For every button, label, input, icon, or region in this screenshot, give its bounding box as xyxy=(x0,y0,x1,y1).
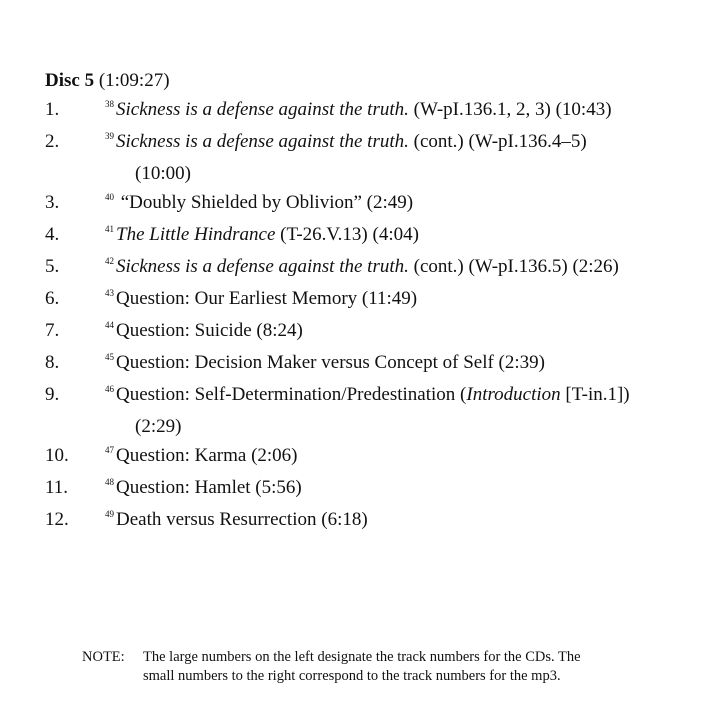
track-continuation: (2:29) xyxy=(135,416,182,437)
cd-track-number: 3. xyxy=(45,192,60,213)
track-continuation: (10:00) xyxy=(135,163,191,184)
mp3-track-number: 49 xyxy=(105,509,114,519)
track-row xyxy=(45,380,705,441)
track-italic-title: The Little Hindrance xyxy=(116,224,276,245)
track-text: (cont.) (W-pI.136.5) (2:26) xyxy=(408,256,619,277)
note-text xyxy=(143,648,581,686)
track-row xyxy=(45,284,705,316)
track-italic-title: Sickness is a defense against the truth. xyxy=(116,99,409,120)
track-title xyxy=(105,284,705,316)
track-title xyxy=(105,127,705,188)
track-title xyxy=(105,473,705,505)
mp3-track-number: 45 xyxy=(105,352,114,362)
track-title xyxy=(105,220,705,252)
cd-track-number: 2. xyxy=(45,131,60,152)
cd-track-number: 7. xyxy=(45,320,60,341)
track-row xyxy=(45,220,705,252)
track-text: Question: Karma (2:06) xyxy=(116,445,298,466)
track-text: Question: Suicide (8:24) xyxy=(116,320,303,341)
track-text: Death versus Resurrection (6:18) xyxy=(116,509,368,530)
track-italic-title: Sickness is a defense against the truth. xyxy=(116,256,409,277)
mp3-track-number: 39 xyxy=(105,131,114,141)
track-text: Question: Self-Determination/Predestination ( xyxy=(116,384,467,405)
mp3-track-number: 47 xyxy=(105,445,114,455)
track-row xyxy=(45,505,705,537)
cd-track-number: 10. xyxy=(45,445,69,466)
mp3-track-number: 40 xyxy=(105,192,114,202)
mp3-track-number: 46 xyxy=(105,384,114,394)
mp3-track-number: 41 xyxy=(105,224,114,234)
track-row xyxy=(45,188,705,220)
track-text: “Doubly Shielded by Oblivion” (2:49) xyxy=(120,192,414,213)
note xyxy=(82,648,682,686)
track-title xyxy=(105,316,705,348)
track-text: Question: Our Earliest Memory (11:49) xyxy=(116,288,418,309)
track-text: Question: Decision Maker versus Concept of Self (2:39) xyxy=(116,352,545,373)
cd-track-number: 6. xyxy=(45,288,60,309)
mp3-track-number: 48 xyxy=(105,477,114,487)
track-text: [T-in.1]) xyxy=(560,384,630,405)
mp3-track-number: 38 xyxy=(105,99,114,109)
track-title xyxy=(105,380,705,441)
cd-track-number: 11. xyxy=(45,477,69,498)
track-row xyxy=(45,127,705,188)
track-listing xyxy=(45,66,705,537)
cd-track-number: 12. xyxy=(45,509,69,530)
disc-heading xyxy=(45,66,705,95)
track-title xyxy=(105,95,705,127)
track-italic-title: Introduction xyxy=(466,384,561,405)
track-row xyxy=(45,348,705,380)
mp3-track-number: 42 xyxy=(105,256,114,266)
cd-track-number: 8. xyxy=(45,352,60,373)
track-row xyxy=(45,316,705,348)
disc-title: Disc 5 xyxy=(45,70,95,91)
note-line-2: small numbers to the right correspond to the track numbers for the mp3. xyxy=(143,668,561,684)
track-text: (T-26.V.13) (4:04) xyxy=(275,224,419,245)
mp3-track-number: 43 xyxy=(105,288,114,298)
track-row xyxy=(45,473,705,505)
cd-track-number: 5. xyxy=(45,256,60,277)
track-list xyxy=(45,95,705,537)
note-label: NOTE: xyxy=(82,649,125,665)
note-line-1: The large numbers on the left designate the track numbers for the CDs. The xyxy=(143,649,581,665)
track-text: (cont.) (W-pI.136.4–5) xyxy=(408,131,587,152)
track-title xyxy=(105,441,705,473)
track-title xyxy=(105,505,705,537)
mp3-track-number: 44 xyxy=(105,320,114,330)
track-row xyxy=(45,252,705,284)
disc-duration: (1:09:27) xyxy=(98,70,170,91)
track-row xyxy=(45,441,705,473)
track-italic-title: Sickness is a defense against the truth. xyxy=(116,131,409,152)
track-title xyxy=(105,252,705,284)
track-title xyxy=(105,348,705,380)
cd-track-number: 4. xyxy=(45,224,60,245)
cd-track-number: 1. xyxy=(45,99,60,120)
track-title xyxy=(105,188,705,220)
track-row xyxy=(45,95,705,127)
track-text: (W-pI.136.1, 2, 3) (10:43) xyxy=(408,99,612,120)
track-text: Question: Hamlet (5:56) xyxy=(116,477,302,498)
cd-track-number: 9. xyxy=(45,384,60,405)
